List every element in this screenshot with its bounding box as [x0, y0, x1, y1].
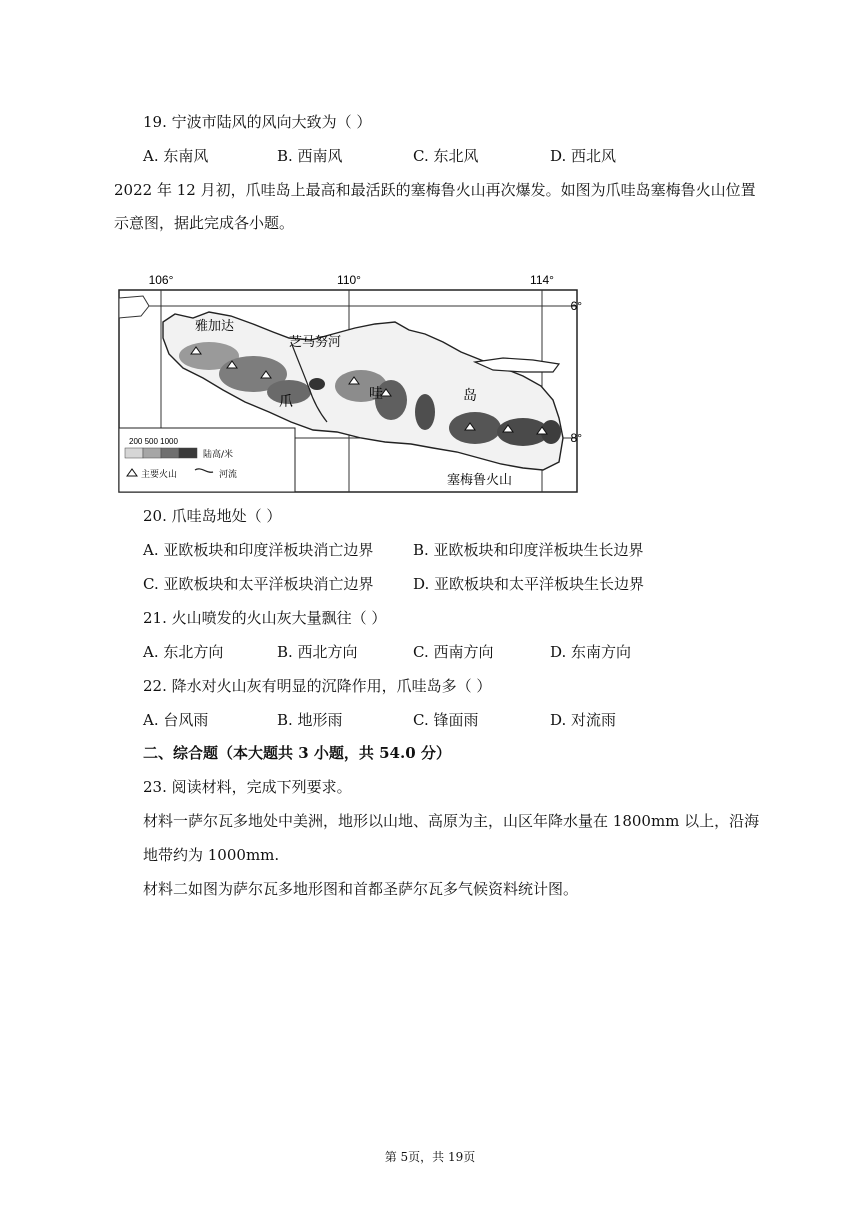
intro-line-2: 示意图，据此完成各小题。	[114, 214, 295, 232]
q20-option-b: B. 亚欧板块和印度洋板块生长边界	[413, 541, 644, 559]
q22-option-a: A. 台风雨	[143, 711, 209, 729]
q22-stem: 22. 降水对火山灰有明显的沉降作用，爪哇岛多（ ）	[143, 677, 492, 695]
q21-option-a: A. 东北方向	[143, 643, 224, 661]
q19-option-b: B. 西南风	[277, 147, 343, 165]
lat-label-6: 6°	[570, 299, 582, 313]
q22-option-b: B. 地形雨	[277, 711, 343, 729]
page-footer: 第 5页，共 19页	[384, 1150, 476, 1164]
q23-material-1-line-2: 地带约为 1000mm.	[143, 846, 280, 864]
legend-volcano-label: 主要火山	[141, 470, 178, 480]
legend-river-label: 河流	[219, 470, 238, 480]
lon-label-114: 114°	[530, 273, 554, 287]
q23-stem: 23. 阅读材料，完成下列要求。	[143, 778, 352, 796]
q21-option-b: B. 西北方向	[277, 643, 358, 661]
q21-option-c: C. 西南方向	[413, 643, 494, 661]
q20-option-d: D. 亚欧板块和太平洋板块生长边界	[413, 575, 645, 593]
q21-stem: 21. 火山喷发的火山灰大量飘往（ ）	[143, 609, 387, 627]
q19-option-d: D. 西北风	[550, 147, 617, 165]
label-zhua: 爪	[279, 394, 293, 410]
q21-option-d: D. 东南方向	[550, 643, 632, 661]
label-wa: 哇	[369, 386, 383, 402]
section-2-title: 二、综合题（本大题共 3 小题，共 54.0 分）	[143, 744, 451, 762]
lon-label-110: 110°	[337, 273, 361, 287]
q19-option-a: A. 东南风	[143, 147, 209, 165]
q22-option-c: C. 锋面雨	[413, 711, 479, 729]
label-river: 芝马努河	[289, 335, 342, 350]
q20-option-a: A. 亚欧板块和印度洋板块消亡边界	[143, 541, 374, 559]
q19-stem: 19. 宁波市陆风的风向大致为（ ）	[143, 113, 372, 131]
intro-line-1: 2022 年 12 月初，爪哇岛上最高和最活跃的塞梅鲁火山再次爆发。如图为爪哇岛塞梅鲁火山位置	[114, 181, 756, 199]
legend-scale-values: 200 500 1000	[129, 437, 178, 446]
q19-option-c: C. 东北风	[413, 147, 479, 165]
label-dao: 岛	[463, 388, 477, 404]
q22-option-d: D. 对流雨	[550, 711, 617, 729]
java-volcano-map	[113, 272, 583, 498]
lon-label-106: 106°	[148, 273, 174, 287]
map-legend	[119, 428, 295, 492]
q20-option-c: C. 亚欧板块和太平洋板块消亡边界	[143, 575, 374, 593]
lat-label-8: 8°	[570, 431, 582, 445]
q23-material-1-line-1: 材料一萨尔瓦多地处中美洲，地形以山地、高原为主，山区年降水量在 1800mm 以上，沿海	[143, 812, 760, 830]
label-jakarta: 雅加达	[195, 319, 235, 334]
q20-stem: 20. 爪哇岛地处（ ）	[143, 507, 282, 525]
label-semeru: 塞梅鲁火山	[447, 473, 513, 488]
legend-scale-unit: 陆高/米	[203, 450, 234, 460]
q23-material-2: 材料二如图为萨尔瓦多地形图和首都圣萨尔瓦多气候资料统计图。	[143, 880, 579, 898]
